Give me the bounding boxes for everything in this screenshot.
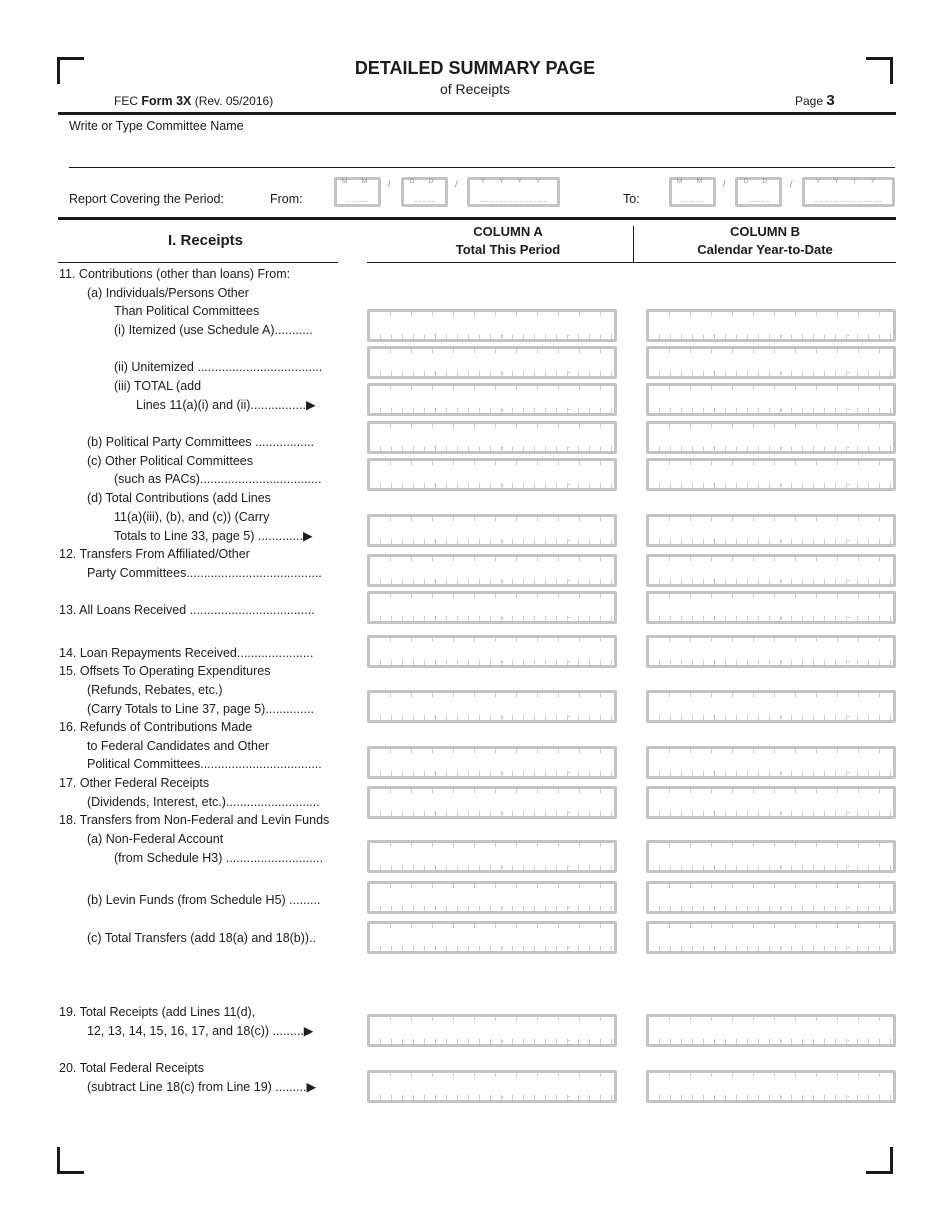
amount-separator: .	[847, 765, 850, 775]
corner-mark-bottom-left	[57, 1147, 84, 1174]
amount-separator: .	[568, 709, 571, 719]
amount-separator: .	[847, 859, 850, 869]
line-18b-column-a-amount-field[interactable]	[367, 881, 617, 914]
column-divider	[633, 226, 634, 263]
amount-separator: ,	[780, 709, 783, 719]
line-11d-column-b-amount-field[interactable]	[646, 514, 896, 547]
form-name: Form 3X	[141, 94, 192, 108]
amount-separator: ,	[434, 1089, 437, 1099]
column-b-subtitle: Calendar Year-to-Date	[697, 242, 833, 257]
line-11aii-column-a-amount-field[interactable]	[367, 346, 617, 379]
amount-separator: ,	[780, 1089, 783, 1099]
amount-separator: ,	[434, 440, 437, 450]
amount-separator: .	[847, 610, 850, 620]
line-11aiii-label-cont: Lines 11(a)(i) and (ii)................▶	[136, 398, 316, 412]
column-b-header	[640, 223, 890, 259]
amount-separator: ,	[713, 365, 716, 375]
to-year-field[interactable]: Y Y Y Y	[802, 177, 895, 207]
amount-separator: ,	[713, 709, 716, 719]
line-19-column-a-amount-field[interactable]	[367, 1014, 617, 1047]
amount-separator: ,	[501, 765, 504, 775]
amount-separator: ,	[501, 859, 504, 869]
page-number	[795, 92, 835, 109]
amount-separator: ,	[434, 365, 437, 375]
amount-separator: ,	[501, 1089, 504, 1099]
column-a-subtitle: Total This Period	[455, 242, 561, 257]
line-16-label-cont2: Political Committees...................................	[87, 757, 322, 771]
amount-separator: ,	[713, 900, 716, 910]
amount-separator: ,	[780, 533, 783, 543]
form-identifier	[114, 94, 273, 108]
amount-separator: ,	[434, 859, 437, 869]
amount-separator: ,	[780, 765, 783, 775]
amount-separator: ,	[501, 654, 504, 664]
to-day-field[interactable]: D D	[735, 177, 782, 207]
amount-separator: ,	[501, 402, 504, 412]
amount-separator: ,	[713, 440, 716, 450]
amount-separator: ,	[434, 533, 437, 543]
line-19-label: 19. Total Receipts (add Lines 11(d),	[59, 1005, 256, 1019]
form-revision: (Rev. 05/2016)	[194, 94, 274, 108]
line-11aii-column-b-amount-field[interactable]	[646, 346, 896, 379]
amount-separator: .	[568, 1089, 571, 1099]
section-title: I. Receipts	[167, 232, 244, 249]
amount-separator: ,	[780, 805, 783, 815]
line-17-label-cont: (Dividends, Interest, etc.)...........................	[87, 795, 320, 809]
line-11b-label: (b) Political Party Committees .................	[87, 435, 315, 449]
amount-separator: ,	[713, 610, 716, 620]
amount-separator: ,	[780, 900, 783, 910]
amount-separator: ,	[434, 654, 437, 664]
amount-separator: ,	[501, 328, 504, 338]
amount-separator: ,	[713, 859, 716, 869]
amount-separator: .	[847, 900, 850, 910]
amount-separator: ,	[713, 533, 716, 543]
line-15-label-cont: (Refunds, Rebates, etc.)	[87, 683, 223, 697]
amount-separator: ,	[713, 477, 716, 487]
line-18b-label: (b) Levin Funds (from Schedule H5) .........	[87, 893, 321, 907]
amount-separator: .	[847, 533, 850, 543]
page-number-value: 3	[826, 92, 835, 109]
line-17-label: 17. Other Federal Receipts	[59, 776, 210, 790]
report-period-label: Report Covering the Period:	[69, 192, 224, 206]
date-separator: /	[388, 179, 391, 189]
line-18b-column-b-amount-field[interactable]	[646, 881, 896, 914]
date-separator: /	[790, 179, 793, 189]
amount-separator: ,	[713, 402, 716, 412]
line-18a-column-a-amount-field[interactable]	[367, 840, 617, 873]
columns-underline	[367, 262, 896, 263]
amount-separator: .	[847, 709, 850, 719]
amount-separator: ,	[501, 900, 504, 910]
amount-separator: .	[568, 440, 571, 450]
amount-separator: ,	[780, 365, 783, 375]
amount-separator: ,	[434, 477, 437, 487]
page-label: Page	[795, 94, 824, 108]
line-11ai-label: (i) Itemized (use Schedule A)...........	[114, 323, 313, 337]
committee-name-field[interactable]	[69, 135, 895, 167]
from-day-field[interactable]: D D	[401, 177, 448, 207]
line-11d-label-cont2: Totals to Line 33, page 5) .............▶	[114, 529, 313, 543]
line-11c-label: (c) Other Political Committees	[87, 454, 254, 468]
line-15-column-b-amount-field[interactable]	[646, 690, 896, 723]
line-18-label: 18. Transfers from Non-Federal and Levin Funds	[59, 813, 330, 827]
line-11-label: 11. Contributions (other than loans) From:	[59, 267, 291, 281]
amount-separator: ,	[434, 940, 437, 950]
amount-separator: ,	[501, 573, 504, 583]
amount-separator: .	[847, 477, 850, 487]
to-label: To:	[623, 192, 640, 206]
line-20-column-b-amount-field[interactable]	[646, 1070, 896, 1103]
line-11c-column-b-amount-field[interactable]	[646, 458, 896, 491]
amount-separator: ,	[434, 805, 437, 815]
line-11d-label: (d) Total Contributions (add Lines	[87, 491, 271, 505]
line-15-label: 15. Offsets To Operating Expenditures	[59, 664, 271, 678]
date-separator: /	[455, 179, 458, 189]
line-15-column-a-amount-field[interactable]	[367, 690, 617, 723]
amount-separator: .	[847, 328, 850, 338]
amount-separator: .	[568, 1033, 571, 1043]
line-11d-label-cont: 11(a)(iii), (b), and (c)) (Carry	[114, 510, 270, 524]
amount-separator: ,	[434, 900, 437, 910]
committee-name-label: Write or Type Committee Name	[69, 119, 244, 133]
line-16-label: 16. Refunds of Contributions Made	[59, 720, 253, 734]
amount-separator: ,	[501, 610, 504, 620]
header-rule	[58, 112, 896, 115]
committee-name-underline	[69, 167, 895, 168]
column-b-title: COLUMN B	[729, 224, 801, 239]
line-20-label: 20. Total Federal Receipts	[59, 1061, 204, 1075]
line-12-column-a-amount-field[interactable]	[367, 554, 617, 587]
line-11a-label-cont: Than Political Committees	[114, 304, 260, 318]
amount-separator: ,	[780, 328, 783, 338]
from-label: From:	[270, 192, 303, 206]
line-16-column-b-amount-field[interactable]	[646, 746, 896, 779]
line-19-column-b-amount-field[interactable]	[646, 1014, 896, 1047]
line-19-label-cont: 12, 13, 14, 15, 16, 17, and 18(c)) .........▶	[87, 1024, 314, 1038]
amount-separator: ,	[780, 610, 783, 620]
line-12-label: 12. Transfers From Affiliated/Other	[59, 547, 250, 561]
amount-separator: ,	[780, 573, 783, 583]
from-month-field[interactable]: M M	[334, 177, 381, 207]
from-year-field[interactable]: Y Y Y Y	[467, 177, 560, 207]
amount-separator: .	[568, 805, 571, 815]
line-11c-label-cont: (such as PACs)...................................	[114, 472, 322, 486]
line-11ai-column-a-amount-field[interactable]	[367, 309, 617, 342]
amount-separator: .	[847, 654, 850, 664]
amount-separator: ,	[713, 573, 716, 583]
line-18a-label-cont: (from Schedule H3) ............................	[114, 851, 324, 865]
line-11c-column-a-amount-field[interactable]	[367, 458, 617, 491]
amount-separator: ,	[713, 805, 716, 815]
amount-separator: .	[568, 402, 571, 412]
amount-separator: ,	[713, 765, 716, 775]
amount-separator: .	[847, 573, 850, 583]
line-11aiii-label: (iii) TOTAL (add	[114, 379, 202, 393]
amount-separator: ,	[780, 1033, 783, 1043]
amount-separator: .	[847, 805, 850, 815]
amount-separator: ,	[501, 709, 504, 719]
line-11a-label: (a) Individuals/Persons Other	[87, 286, 249, 300]
amount-separator: ,	[434, 709, 437, 719]
amount-separator: .	[847, 1033, 850, 1043]
line-11b-column-a-amount-field[interactable]	[367, 421, 617, 454]
line-18c-label: (c) Total Transfers (add 18(a) and 18(b))..	[87, 931, 317, 945]
line-11b-column-b-amount-field[interactable]	[646, 421, 896, 454]
amount-separator: ,	[713, 654, 716, 664]
form-prefix: FEC	[114, 94, 138, 108]
amount-separator: ,	[434, 1033, 437, 1043]
period-rule	[58, 217, 896, 220]
amount-separator: ,	[501, 477, 504, 487]
amount-separator: ,	[501, 1033, 504, 1043]
amount-separator: ,	[713, 940, 716, 950]
line-14-column-b-amount-field[interactable]	[646, 635, 896, 668]
line-11ai-column-b-amount-field[interactable]	[646, 309, 896, 342]
line-13-column-a-amount-field[interactable]	[367, 591, 617, 624]
amount-separator: ,	[713, 328, 716, 338]
amount-separator: .	[847, 940, 850, 950]
line-20-column-a-amount-field[interactable]	[367, 1070, 617, 1103]
amount-separator: ,	[434, 573, 437, 583]
line-18c-column-a-amount-field[interactable]	[367, 921, 617, 954]
line-17-column-a-amount-field[interactable]	[367, 786, 617, 819]
amount-separator: .	[568, 365, 571, 375]
amount-separator: ,	[501, 440, 504, 450]
amount-separator: .	[847, 402, 850, 412]
amount-separator: .	[568, 533, 571, 543]
line-17-column-b-amount-field[interactable]	[646, 786, 896, 819]
line-12-column-b-amount-field[interactable]	[646, 554, 896, 587]
amount-separator: ,	[780, 402, 783, 412]
line-16-label-cont: to Federal Candidates and Other	[87, 739, 270, 753]
amount-separator: .	[568, 940, 571, 950]
amount-separator: .	[847, 440, 850, 450]
line-20-label-cont: (subtract Line 18(c) from Line 19) .........▶	[87, 1080, 317, 1094]
amount-separator: ,	[501, 805, 504, 815]
amount-separator: ,	[501, 365, 504, 375]
amount-separator: .	[568, 328, 571, 338]
line-18c-column-b-amount-field[interactable]	[646, 921, 896, 954]
amount-separator: ,	[434, 765, 437, 775]
amount-separator: .	[568, 859, 571, 869]
amount-separator: ,	[434, 328, 437, 338]
date-separator: /	[723, 179, 726, 189]
amount-separator: ,	[501, 533, 504, 543]
amount-separator: ,	[780, 440, 783, 450]
amount-separator: .	[568, 477, 571, 487]
line-13-label: 13. All Loans Received ....................................	[59, 603, 315, 617]
amount-separator: ,	[434, 402, 437, 412]
amount-separator: ,	[780, 940, 783, 950]
line-11aiii-column-a-amount-field[interactable]	[367, 383, 617, 416]
line-11d-column-a-amount-field[interactable]	[367, 514, 617, 547]
amount-separator: ,	[780, 859, 783, 869]
amount-separator: .	[568, 900, 571, 910]
amount-separator: ,	[434, 610, 437, 620]
amount-separator: ,	[780, 477, 783, 487]
amount-separator: .	[568, 573, 571, 583]
line-14-column-a-amount-field[interactable]	[367, 635, 617, 668]
page-title: DETAILED SUMMARY PAGE	[354, 58, 596, 78]
corner-mark-bottom-right	[866, 1147, 893, 1174]
to-month-field[interactable]: M M	[669, 177, 716, 207]
amount-separator: .	[847, 365, 850, 375]
amount-separator: ,	[501, 940, 504, 950]
amount-separator: ,	[780, 654, 783, 664]
line-16-column-a-amount-field[interactable]	[367, 746, 617, 779]
amount-separator: ,	[713, 1033, 716, 1043]
line-11aii-label: (ii) Unitemized ....................................	[114, 360, 323, 374]
line-18a-column-b-amount-field[interactable]	[646, 840, 896, 873]
amount-separator: .	[568, 610, 571, 620]
page-subtitle: of Receipts	[439, 81, 511, 97]
line-12-label-cont: Party Committees.......................................	[87, 566, 322, 580]
line-15-label-cont2: (Carry Totals to Line 37, page 5)..............	[87, 702, 314, 716]
line-11aiii-column-b-amount-field[interactable]	[646, 383, 896, 416]
section-title-underline	[58, 262, 338, 263]
amount-separator: .	[847, 1089, 850, 1099]
line-13-column-b-amount-field[interactable]	[646, 591, 896, 624]
column-a-header	[383, 223, 633, 259]
column-a-title: COLUMN A	[473, 224, 543, 239]
line-14-label: 14. Loan Repayments Received......................	[59, 646, 314, 660]
amount-separator: ,	[713, 1089, 716, 1099]
amount-separator: .	[568, 765, 571, 775]
line-18a-label: (a) Non-Federal Account	[87, 832, 224, 846]
amount-separator: .	[568, 654, 571, 664]
